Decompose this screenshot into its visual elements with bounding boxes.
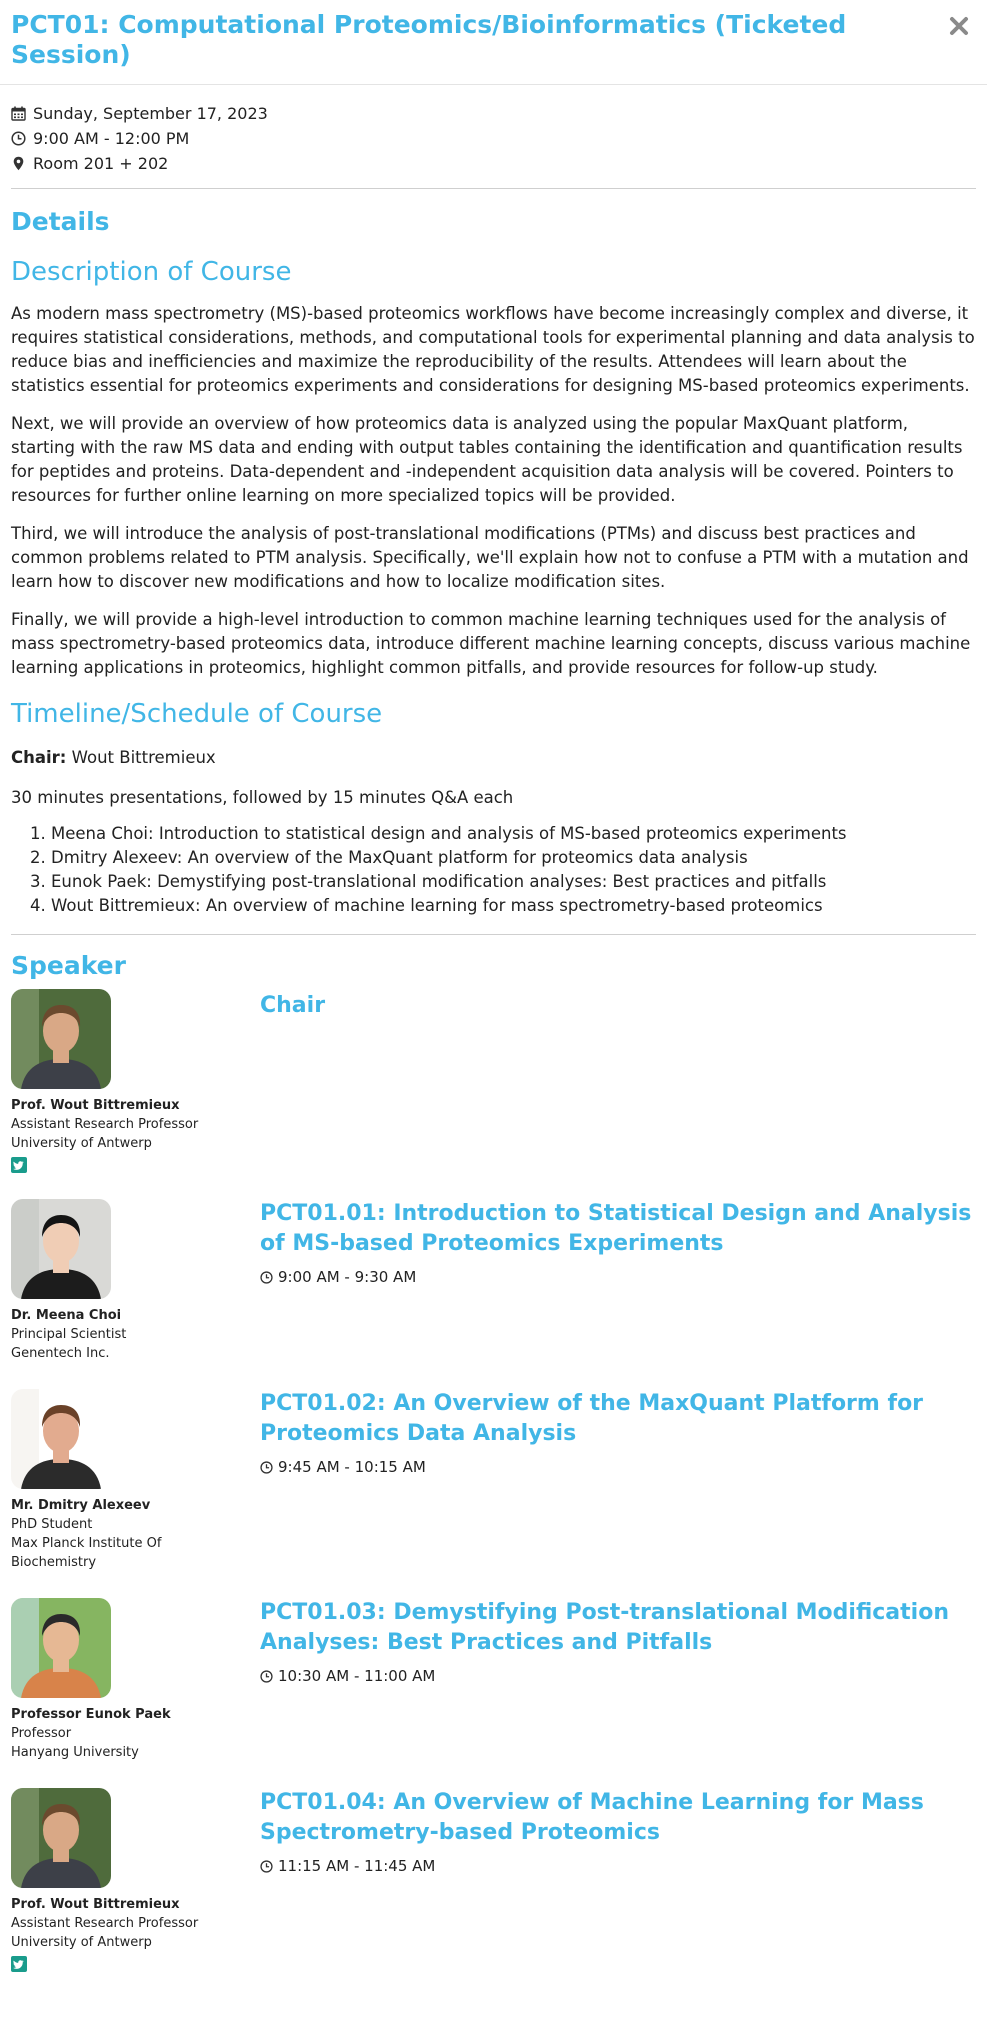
speaker-photo[interactable] (11, 1199, 111, 1299)
speaker-detail: Assistant Research Professor (11, 1916, 199, 1931)
twitter-icon[interactable] (11, 1157, 27, 1173)
speaker-name: Mr. Dmitry Alexeev (11, 1498, 151, 1513)
clock-icon (260, 1860, 273, 1873)
chair-line (11, 746, 976, 770)
close-icon[interactable] (945, 12, 973, 40)
description-paragraph: As modern mass spectrometry (MS)-based proteomics workflows have become increasingly complex and diverse, it requires statistical considerations, methods, and computational tools for experimental planning and data analysis to reduce bias and inefficiencies and maximize the reproducibility of the results. Attendees will learn about the statistics essential for proteomics experiments and considerations for designing MS-based proteomics experiments. (11, 304, 975, 395)
description-heading: Description of Course (11, 257, 292, 287)
clock-icon (260, 1461, 273, 1474)
speaker-detail: Assistant Research Professor (11, 1117, 199, 1132)
speaker-name: Prof. Wout Bittremieux (11, 1098, 180, 1113)
talk-time: 10:30 AM - 11:00 AM (278, 1667, 436, 1685)
speaker-detail: Principal Scientist (11, 1327, 127, 1342)
talk-title[interactable]: PCT01.02: An Overview of the MaxQuant Platform for Proteomics Data Analysis (260, 1391, 924, 1446)
speaker-profile (11, 1389, 260, 1572)
talk-time: 9:00 AM - 9:30 AM (278, 1268, 417, 1286)
chair-label: Chair: (11, 748, 67, 767)
clock-icon (260, 1271, 273, 1284)
modal-header (0, 0, 987, 85)
speaker-detail: PhD Student (11, 1517, 93, 1532)
speaker-detail: Genentech Inc. (11, 1346, 110, 1361)
speaker-profile (11, 1199, 260, 1363)
session-room-row (11, 151, 976, 176)
chair-name: Wout Bittremieux (71, 748, 216, 767)
talk-time: 11:15 AM - 11:45 AM (278, 1857, 436, 1875)
schedule-item: 3. Eunok Paek: Demystifying post-translational modification analyses: Best practices and pitfalls (51, 870, 976, 894)
format-note: 30 minutes presentations, followed by 15 minutes Q&A each (11, 788, 514, 807)
speaker-photo[interactable] (11, 1389, 111, 1489)
speaker-row (11, 1389, 976, 1572)
clock-icon (11, 131, 26, 146)
modal-body (0, 101, 987, 1972)
talk-time-row (260, 1267, 976, 1287)
map-pin-icon (11, 156, 26, 171)
session-date: Sunday, September 17, 2023 (33, 104, 268, 123)
session-time: 9:00 AM - 12:00 PM (33, 129, 190, 148)
schedule-item: 1. Meena Choi: Introduction to statistical design and analysis of MS-based proteomics experiments (51, 822, 976, 846)
speaker-detail: Hanyang University (11, 1745, 139, 1760)
description-paragraph: Third, we will introduce the analysis of post-translational modifications (PTMs) and discuss best practices and common problems related to PTM analysis. Specifically, we'll explain how not to confuse a PTM with a mutation and learn how to discover new modifications and how to localize modification sites. (11, 524, 969, 591)
calendar-icon (11, 106, 26, 121)
talk-time-row (260, 1457, 976, 1477)
schedule-item: 4. Wout Bittremieux: An overview of machine learning for mass spectrometry-based proteomics (51, 894, 976, 918)
talk-info (260, 989, 976, 1173)
speaker-detail: University of Antwerp (11, 1935, 152, 1950)
talk-info (260, 1199, 976, 1363)
talk-info (260, 1389, 976, 1572)
speaker-row (11, 989, 976, 1173)
speaker-row (11, 1598, 976, 1762)
talk-info (260, 1788, 976, 1972)
speaker-list (11, 989, 976, 1972)
talk-title[interactable]: Chair (260, 993, 326, 1018)
speaker-photo[interactable] (11, 989, 111, 1089)
speaker-detail: Max Planck Institute Of (11, 1536, 162, 1551)
talk-time: 9:45 AM - 10:15 AM (278, 1458, 426, 1476)
speaker-detail: University of Antwerp (11, 1136, 152, 1151)
divider (11, 934, 976, 935)
schedule-list (11, 822, 976, 918)
speaker-name: Dr. Meena Choi (11, 1308, 122, 1323)
session-date-row (11, 101, 976, 126)
speaker-profile (11, 1788, 260, 1972)
clock-icon (260, 1670, 273, 1683)
session-room: Room 201 + 202 (33, 154, 169, 173)
talk-title[interactable]: PCT01.01: Introduction to Statistical Design and Analysis of MS-based Proteomics Experiments (260, 1201, 972, 1256)
talk-title[interactable]: PCT01.03: Demystifying Post-translational Modification Analyses: Best Practices and Pitfalls (260, 1600, 949, 1655)
schedule-item: 2. Dmitry Alexeev: An overview of the MaxQuant platform for proteomics data analysis (51, 846, 976, 870)
session-meta (11, 101, 976, 176)
speaker-detail: Professor (11, 1726, 72, 1741)
speaker-profile (11, 1598, 260, 1762)
speaker-row (11, 1788, 976, 1972)
session-time-row (11, 126, 976, 151)
talk-time-row (260, 1856, 976, 1876)
speaker-heading: Speaker (11, 951, 126, 980)
speaker-profile (11, 989, 260, 1173)
description-paragraph: Next, we will provide an overview of how proteomics data is analyzed using the popular MaxQuant platform, starting with the raw MS data and ending with output tables containing the identification and quantification results for peptides and proteins. Data-dependent and -independent acquisition data analysis will be covered. Pointers to resources for further online learning on more specialized topics will be provided. (11, 414, 963, 505)
twitter-icon[interactable] (11, 1956, 27, 1972)
speaker-photo[interactable] (11, 1598, 111, 1698)
timeline-heading: Timeline/Schedule of Course (11, 699, 383, 729)
speaker-row (11, 1199, 976, 1363)
description-paragraph: Finally, we will provide a high-level introduction to common machine learning techniques used for the analysis of mass spectrometry-based proteomics data, introduce different machine learning concepts, discuss various machine learning applications in proteomics, highlight common pitfalls, and provide resources for follow-up study. (11, 610, 971, 677)
speaker-photo[interactable] (11, 1788, 111, 1888)
speaker-detail: Biochemistry (11, 1555, 97, 1570)
talk-time-row (260, 1666, 976, 1686)
talk-info (260, 1598, 976, 1762)
speaker-name: Professor Eunok Paek (11, 1707, 171, 1722)
session-title: PCT01: Computational Proteomics/Bioinformatics (Ticketed Session) (11, 10, 847, 69)
divider (11, 188, 976, 189)
details-heading: Details (11, 207, 110, 236)
talk-title[interactable]: PCT01.04: An Overview of Machine Learning for Mass Spectrometry-based Proteomics (260, 1790, 924, 1845)
speaker-name: Prof. Wout Bittremieux (11, 1897, 180, 1912)
